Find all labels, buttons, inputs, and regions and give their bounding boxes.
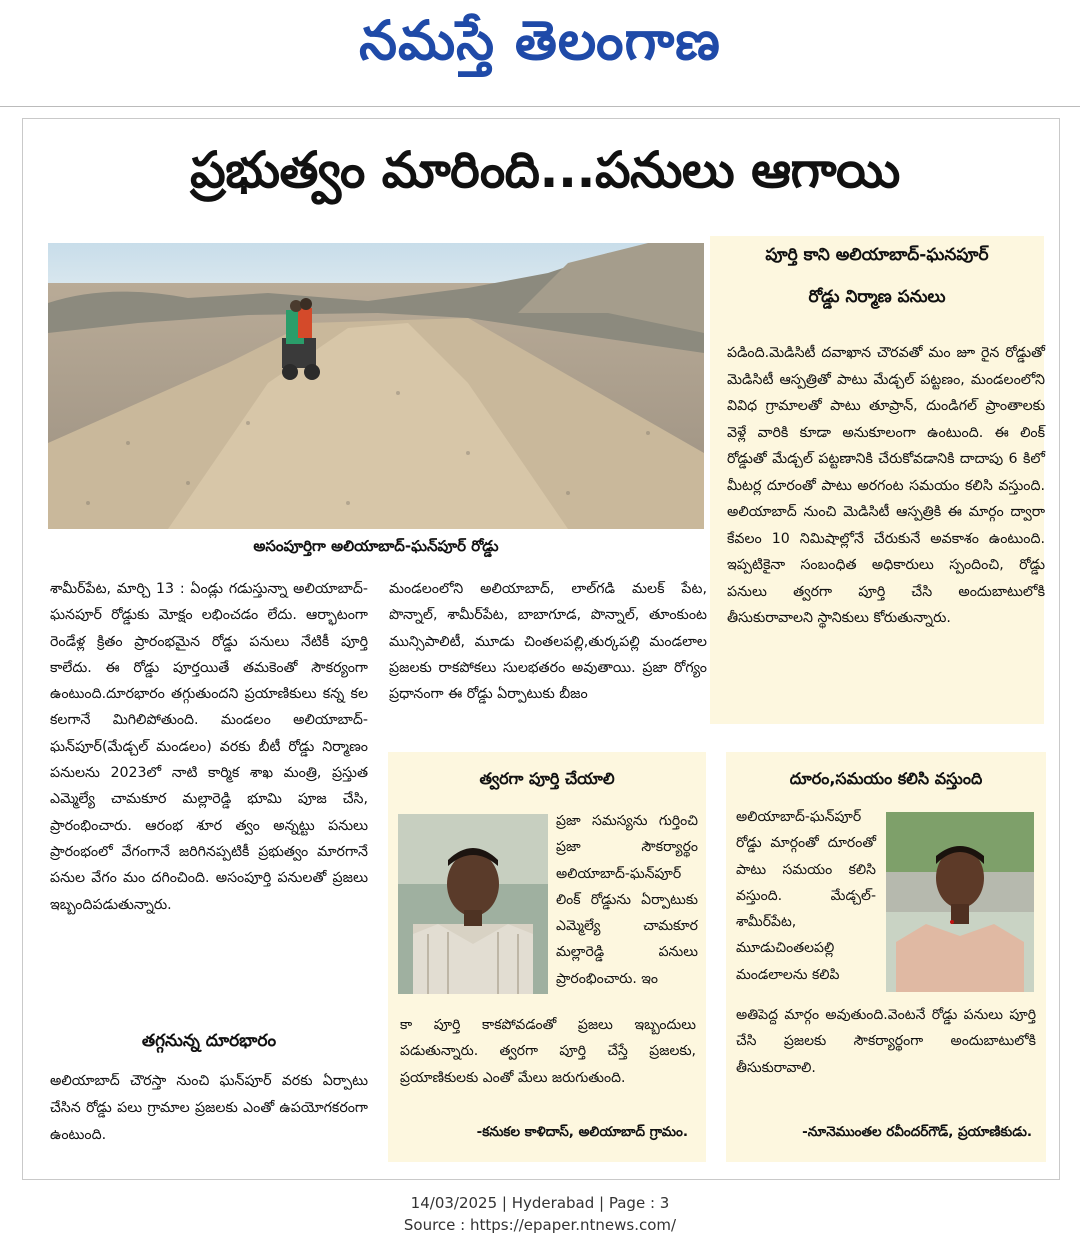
quote-box-1-text-side: ప్రజా సమస్యను గుర్తించి ప్రజా సౌకర్యార్థం అలియాబాద్-ఘన్‌పూర్ లింక్ రోడ్డును ఏర్పాటుకు ఎమ్మెల్యే చామకూర మల్లారెడ్డి పనులు ప్రారంభించారు. ఇం [556,813,698,987]
quote-box-1 [388,752,706,1162]
photo-caption: అసంపూర్తిగా అలియాబాద్-ఘన్‌పూర్ రోడ్డు [253,537,499,555]
quote-box-1-title: త్వరగా పూర్తి చేయాలి [479,769,615,788]
footer-city: Hyderabad [511,1194,595,1212]
masthead-logo: నమస్తే తెలంగాణ [359,8,721,72]
article-column-1-continued: అలియాబాద్ చౌరస్తా నుంచి ఘన్‌పూర్ వరకు ఏర్పాటు చేసిన రోడ్డు పలు గ్రామాల ప్రజలకు ఎంతో ఉపయోగకరంగా ఉంటుంది. [50,1073,368,1143]
quote-box-2-text-bottom: అతిపెద్ద మార్గం అవుతుంది.వెంటనే రోడ్డు పనులు పూర్తి చేసి ప్రజలకు సౌకర్యార్థంగా అందుబాటులోకి తీసుకురావాలి. [736,1007,1036,1076]
article-column-1: శామీర్‌పేట, మార్చి 13 : ఏండ్లు గడుస్తున్నా అలియాబాద్-ఘనపూర్ రోడ్డుకు మోక్షం లభించడం లేదు. ఆర్భాటంగా రెండేళ్ల క్రితం ప్రారంభమైన రోడ్డు పనులు నేటికీ పూర్తి కాలేదు. ఈ రోడ్డు పూర్తయితే తమకెంతో సౌకర్యంగా ఉంటుంది.దూరభారం తగ్గుతుందని ప్రయాణికులు కన్న కల కలగానే మిగిలిపోతుంది. మండలం అలియాబాద్- ఘన్‌పూర్(మేడ్చల్ మండలం) వరకు బీటీ రోడ్డు నిర్మాణం పనులను 2023లో నాటి కార్మిక శాఖ మంత్రి, ప్రస్తుత ఎమ్మెల్యే చామకూర మల్లారెడ్డి భూమి పూజ చేసి, ప్రారంభించారు. ఆరంభ శూర త్వం అన్నట్టు పనులు ప్రారంభంలో వేగంగానే జరిగినప్పటికీ ప్రభుత్వం మారగానే పనుల వేగం మం దగించింది. అసంపూర్తి పనులతో ప్రజలు ఇబ్బందిపడుతున్నారు. [50,581,368,913]
footer-date: 14/03/2025 [410,1194,498,1212]
road-photo-image [48,243,704,529]
quote-box-2 [726,752,1046,1162]
sidebar-title [710,240,1044,312]
sidebar-title-line2: రోడ్డు నిర్మాణ పనులు [808,287,946,307]
footer-source[interactable]: Source : https://epaper.ntnews.com/ [403,1216,677,1234]
quote-box-2-text-side: అలియాబాద్-ఘన్‌పూర్ రోడ్డు మార్గంతో దూరంతో పాటు సమయం కలిసి వస్తుంది. మేడ్చల్-శామీర్‌పేట, మూడుచింతలపల్లి మండలాలను కలిపి [736,809,876,983]
person-photo-ravinder [886,812,1034,992]
footer-dateline: 14/03/2025 | Hyderabad | Page : 3 [410,1194,670,1212]
article-headline: ప్రభుత్వం మారింది...పనులు ఆగాయి [190,141,900,199]
quote-box-1-text-bottom: కా పూర్తి కాకపోవడంతో ప్రజలు ఇబ్బందులు పడుతున్నారు. త్వరగా పూర్తి చేస్తే ప్రజలకు, ప్రయాణికులకు ఎంతో మేలు జరుగుతుంది. [400,1017,696,1086]
person-photo-kalidas [398,814,548,994]
footer-page: Page : 3 [608,1194,670,1212]
sidebar-body: పడింది.మెడిసిటీ దవాఖాన చౌరవతో మం జూ రైన రోడ్డుతో మెడిసిటీ ఆస్పత్రితో పాటు మేడ్చల్ పట్టణం, మండలంలోని వివిధ గ్రామాలతో పాటు తూప్రాన్, దుండిగల్ ప్రాంతాలకు వెళ్లే వారికి కూడా అనుకూలంగా ఉంటుంది. ఈ లింక్ రోడ్డుతో మేడ్చల్ పట్టణానికి చేరుకోవడానికి దాదాపు 6 కిలో మీటర్ల దూరంతో పాటు అరగంట సమయం కలిసి వస్తుంది. అలియాబాద్ నుంచి మెడిసిటీ ఆస్పత్రికి ఈ మార్గం ద్వారా కేవలం 10 నిమిషాల్లోనే చేరుకునే అవకాశం ఉంటుంది. ఇప్పటికైనా సంబంధిత అధికారులు స్పందించి, రోడ్డు పనులు త్వరగా పూర్తి చేసి అందుబాటులోకి తీసుకురావాలని స్థానికులు కోరుతున్నారు. [727,345,1045,626]
quote-box-2-title: దూరం,సమయం కలిసి వస్తుంది [789,769,983,788]
article-subheading: తగ్గనున్న దూరభారం [141,1031,277,1051]
quote-box-2-photo [886,812,1034,992]
quote-box-2-credit: -నూనెముంతల రవీందర్‌గౌడ్, ప్రయాణికుడు. [802,1124,1032,1140]
article-column-2: మండలంలోని అలియాబాద్, లాల్‌గడి మలక్ పేట, పొన్నాల్, శామీర్‌పేట, బాబాగూడ, పొన్నాల్, తూంకుంట మున్సిపాలిటీ, మూడు చింతలపల్లి,తుర్కపల్లి మండలాల ప్రజలకు రాకపోకలు సులభతరం అవుతాయి. ప్రజా రోగ్యం ప్రధానంగా ఈ రోడ్డు ఏర్పాటుకు బీజం [389,581,707,703]
quote-box-1-photo [398,814,548,994]
sidebar-title-line1: పూర్తి కాని అలియాబాద్-ఘనపూర్ [765,245,989,265]
masthead-divider [0,106,1080,107]
road-photo [48,243,704,529]
page-footer [0,1192,1080,1236]
quote-box-1-credit: -కనుకల కాళిదాస్, అలియాబాద్ గ్రామం. [476,1124,688,1140]
